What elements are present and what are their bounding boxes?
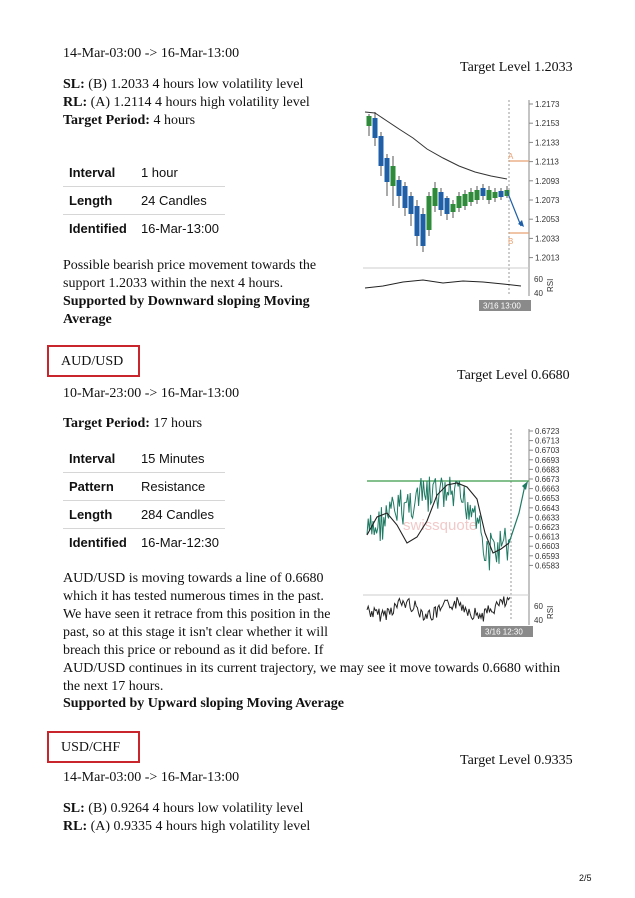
description-line: past, so at this stage it isn't clear whether it will xyxy=(63,625,328,640)
y-tick-label: 0.6613 xyxy=(535,532,560,542)
date-range-3: 14-Mar-03:00 -> 16-Mar-13:00 xyxy=(63,770,240,785)
candle xyxy=(445,198,450,214)
support-line: Average xyxy=(63,312,112,327)
rsi-axis-label: RSI xyxy=(546,605,555,619)
y-tick-label: 0.6673 xyxy=(535,475,560,484)
date-range-2: 10-Mar-23:00 -> 16-Mar-13:00 xyxy=(63,386,240,401)
description-line: Possible bearish price movement towards the xyxy=(63,258,317,273)
candle xyxy=(367,116,372,126)
rsi-tick: 40 xyxy=(534,289,543,298)
y-tick-label: 0.6603 xyxy=(535,542,560,552)
candle xyxy=(475,190,480,200)
candle xyxy=(415,206,420,236)
y-tick-label: 0.6633 xyxy=(535,513,560,523)
y-tick-label: 1.2033 xyxy=(535,234,560,244)
y-tick-label: 0.6713 xyxy=(535,436,560,446)
table-row xyxy=(63,529,225,557)
rl-value: (A) 1.2114 4 hours high volatility level xyxy=(87,95,310,110)
candle xyxy=(391,166,396,186)
candle xyxy=(499,191,504,197)
candle xyxy=(373,118,378,138)
pair-name: USD/CHF xyxy=(61,740,121,755)
y-tick-label: 1.2093 xyxy=(535,176,560,186)
table-value: 24 Candles xyxy=(135,187,225,215)
table-key: Pattern xyxy=(63,473,135,501)
pair-label-audusd xyxy=(47,345,140,377)
marker-a: A xyxy=(508,152,514,161)
table-value: 16-Mar-12:30 xyxy=(140,535,219,550)
table-value: 284 Candles xyxy=(135,501,225,529)
sl-value: (B) 0.9264 4 hours low volatility level xyxy=(84,801,304,816)
rl-value: (A) 0.9335 4 hours high volatility level xyxy=(87,819,311,834)
support-note-1 xyxy=(63,293,310,329)
table-key: Identified xyxy=(69,221,127,236)
info-table-1 xyxy=(63,159,225,242)
target-period-2 xyxy=(63,415,202,433)
watermark: swissquote xyxy=(403,517,478,534)
table-row xyxy=(63,501,225,529)
support-line: Supported by Downward sloping Moving xyxy=(63,294,310,309)
candle xyxy=(409,196,414,214)
date-range-1: 14-Mar-03:00 -> 16-Mar-13:00 xyxy=(63,46,240,61)
description-line: AUD/USD is moving towards a line of 0.6680 xyxy=(63,571,324,586)
price-chart-2 xyxy=(363,425,573,639)
info-table-2 xyxy=(63,445,225,556)
table-key: Length xyxy=(63,187,135,215)
table-value: Resistance xyxy=(135,473,225,501)
sl-label: SL: xyxy=(63,77,85,92)
page-number: 2/5 xyxy=(579,873,592,883)
support-note-2: Supported by Upward sloping Moving Average xyxy=(63,696,344,711)
rsi-tick: 60 xyxy=(534,275,543,284)
table-row xyxy=(63,215,225,243)
description-line: support 1.2033 within the next 4 hours. xyxy=(63,276,284,291)
candle xyxy=(457,196,462,208)
table-value: 16-Mar-13:00 xyxy=(140,221,219,236)
sl-line-1 xyxy=(63,76,303,94)
candle xyxy=(469,192,474,202)
sl-line-3 xyxy=(63,800,303,818)
y-tick-label: 0.6643 xyxy=(535,503,560,513)
y-tick-label: 0.6703 xyxy=(535,446,560,456)
period-label: Target Period: xyxy=(63,416,150,431)
rl-line-3 xyxy=(63,818,310,836)
period-value: 4 hours xyxy=(149,113,196,128)
description-line: breach this price or rebound as it did before. If xyxy=(63,643,324,658)
sl-label: SL: xyxy=(63,801,85,816)
table-key: Interval xyxy=(63,445,135,473)
target-level-1: Target Level 1.2033 xyxy=(460,60,573,75)
y-tick-label: 1.2153 xyxy=(535,119,560,129)
table-row xyxy=(63,473,225,501)
y-tick-label: 1.2073 xyxy=(535,196,560,205)
period-label: Target Period: xyxy=(63,113,150,128)
table-value: 1 hour xyxy=(135,159,225,187)
candle xyxy=(397,180,402,196)
y-tick-label: 0.6623 xyxy=(535,523,560,532)
marker-b: B xyxy=(508,237,514,246)
y-tick-label: 0.6593 xyxy=(535,551,560,561)
y-tick-label: 1.2113 xyxy=(535,157,559,167)
candle xyxy=(481,188,486,196)
rsi-axis-label: RSI xyxy=(546,278,555,292)
description-line: We have seen it retrace from this position in the xyxy=(63,607,331,622)
rl-label: RL: xyxy=(63,95,88,110)
table-row xyxy=(63,187,225,215)
candle xyxy=(421,214,426,246)
price-chart-1 xyxy=(363,96,573,312)
sl-value: (B) 1.2033 4 hours low volatility level xyxy=(84,77,304,92)
time-label: 3/16 13:00 xyxy=(483,301,521,311)
candle xyxy=(379,136,384,166)
y-tick-label: 0.6723 xyxy=(535,427,560,436)
pair-name: AUD/USD xyxy=(61,354,124,369)
period-value: 17 hours xyxy=(149,416,203,431)
candle xyxy=(433,188,438,206)
rl-label: RL: xyxy=(63,819,88,834)
rsi-tick: 40 xyxy=(534,616,543,625)
description-line: which it has tested numerous times in the past. xyxy=(63,589,324,604)
y-tick-label: 0.6663 xyxy=(535,484,560,494)
target-level-3: Target Level 0.9335 xyxy=(460,753,573,768)
table-key: Interval xyxy=(63,159,135,187)
table-row xyxy=(63,445,225,473)
y-tick-label: 0.6653 xyxy=(535,494,560,504)
table-value: 15 Minutes xyxy=(135,445,225,473)
description-1 xyxy=(63,257,316,293)
description-line: AUD/USD continues in its current trajectory, we may see it move towards 0.6680 within xyxy=(63,661,561,676)
pair-label-usdchf xyxy=(47,731,140,763)
candle xyxy=(487,190,492,200)
y-tick-label: 1.2053 xyxy=(535,215,560,225)
rsi-tick: 60 xyxy=(534,602,543,611)
table-key: Identified xyxy=(69,535,127,550)
y-tick-label: 0.6583 xyxy=(535,561,560,571)
target-level-2: Target Level 0.6680 xyxy=(457,368,570,383)
y-tick-label: 1.2133 xyxy=(535,138,560,148)
candle xyxy=(385,158,390,182)
candle xyxy=(451,204,456,212)
time-label: 3/16 12:30 xyxy=(485,627,523,637)
candle xyxy=(403,186,408,208)
table-row xyxy=(63,159,225,187)
y-tick-label: 0.6683 xyxy=(535,465,560,475)
candle xyxy=(493,192,498,198)
y-tick-label: 1.2013 xyxy=(535,253,560,263)
candle xyxy=(439,192,444,210)
y-tick-label: 1.2173 xyxy=(535,100,560,109)
candle xyxy=(427,196,432,230)
candle xyxy=(463,194,468,206)
target-period-1 xyxy=(63,112,195,130)
description-line: the next 17 hours. xyxy=(63,679,164,694)
rl-line-1 xyxy=(63,94,310,112)
table-key: Length xyxy=(63,501,135,529)
y-tick-label: 0.6693 xyxy=(535,455,560,465)
